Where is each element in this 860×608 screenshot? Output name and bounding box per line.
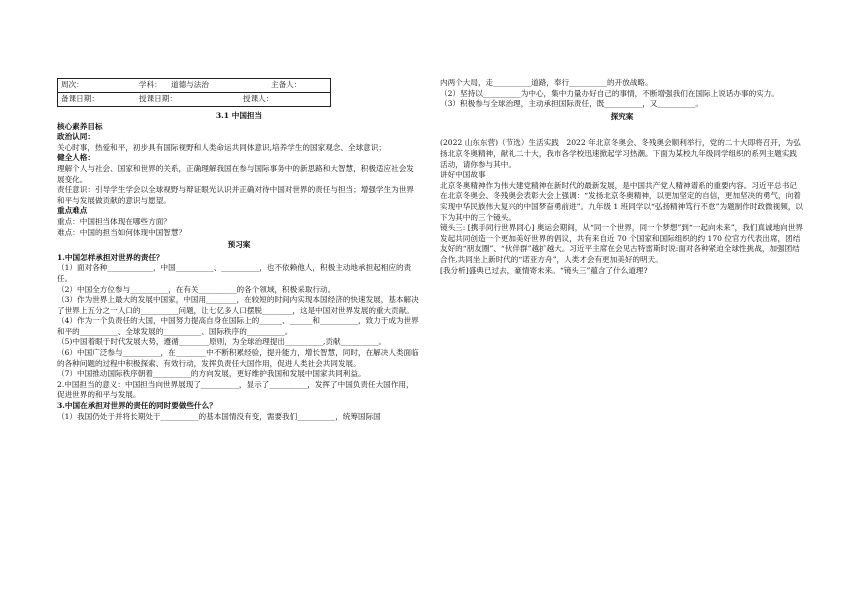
subject-value: 道德与法治: [171, 80, 209, 90]
teach-date-label: 授课日期：: [139, 94, 177, 104]
paragraph: （1）我国仍处于并将长期处于__________的基本国情没有变，需要我们__________，统筹国际国: [57, 411, 381, 421]
paragraph: 重点难点: [57, 206, 88, 216]
paragraph: 预习案: [227, 240, 251, 250]
header-row-2: [58, 92, 330, 106]
paragraph: （4）作为一个负责任的大国，中国努力提高自身在国际上的______、______和__________，致力于成为世界和平的__________、全球发展的__________、国际秩序的__________。: [57, 316, 419, 336]
paragraph: （2）坚持以__________为中心，集中力量办好自己的事情，不断增强我们在国际上说话办事的实力。: [440, 88, 779, 98]
paragraph: 探究案: [610, 111, 634, 121]
left-body: [57, 122, 421, 423]
paragraph: 健全人格：: [57, 153, 95, 163]
paragraph: （3）作为世界上最大的发展中国家，中国用________，在较短的时间内实现本国经济的快速发展，基本解决了世界上五分之一人口的__________问题，让七亿多人口摆脱________，这是中国对世界发展的重大贡献。: [57, 295, 419, 315]
paragraph: 1.中国怎样承担对世界的责任？: [57, 252, 164, 262]
paragraph: 讲好中国故事: [440, 170, 486, 180]
paragraph: 北京冬奥精神作为伟大建党精神在新时代的最新发展，是中国共产党人精神谱系的重要内容。习近平总书记在北京冬奥会、冬残奥会表彰大会上强调：“发扬北京冬奥精神，以更加坚定的自信，更加坚决的勇气，向着实现中华民族伟大复兴的中国梦奋勇前进”。九年级 1 班同学以“弘扬精神笃行不怠”为题制作时政微视频，以下为其中的三个镜头。: [440, 180, 804, 222]
lesson-title: 3.1 中国担当: [215, 111, 263, 120]
paragraph: 关心时事，热爱和平，初步具有国际视野和人类命运共同体意识,培养学生的国家观念、全球意识；: [57, 142, 386, 152]
paragraph: （7）中国推动国际秩序朝着__________的方向发展，更好维护我国和发展中国家共同利益。: [57, 369, 366, 379]
header-table: [57, 78, 331, 107]
prep-date-label: 备课日期：: [61, 94, 99, 104]
paragraph: 核心素养目标: [57, 121, 103, 131]
paragraph: 镜头三: [携手同行世界同心] 奥运会期间，从“同一个世界，同一个梦想”到“一起向未来”，我们真诚地向世界发起共同创造一个更加美好世界的倡议，共有来自近 70 个国家和国际组织的约 170 位官方代表出席，团结友好的“朋友圈”、“伙伴群”越扩越大。习近平主席在会见古特雷斯时说:面对各种紧迫全球性挑战，加强团结合作,共同坐上新时代的“诺亚方舟”，人类才会有更加美好的明天。: [440, 223, 803, 264]
paragraph: 难点：中国的担当如何体现中国智慧？: [57, 227, 187, 237]
paragraph: （5)中国着眼于时代发展大势，遵循________原则，为全球治理提出__________,贡献__________。: [57, 337, 387, 347]
teacher-label: 授课人：: [243, 94, 274, 104]
paragraph: （1）面对各种____________，中国__________、__________，也不依赖他人，积极主动地承担起相应的责任。: [57, 263, 412, 283]
right-body: [440, 78, 804, 276]
subject-label: 学科：: [139, 80, 162, 90]
right-column: [440, 78, 804, 276]
preparer-label: 主备人：: [271, 80, 302, 90]
paragraph: 2.中国担当的意义：中国担当向世界展现了__________，显示了__________，发挥了中国负责任大国作用，促进世界的和平与发展。: [57, 379, 414, 400]
week-label: 周次：: [61, 80, 84, 90]
paragraph: 责任意识：引导学生学会以全球视野与辩证眼光认识并正确对待中国对世界的责任与担当；增强学生为世界和平与发展做贡献的意识与愿望。: [57, 185, 414, 205]
paragraph: （3）积极参与全球治理，主动承担国际责任，既__________，又__________。: [440, 99, 704, 109]
paragraph: [440, 124, 804, 138]
paragraph: 重点：中国担当体现在哪些方面？: [57, 216, 171, 226]
header-row-1: [58, 79, 330, 92]
paragraph: (2022 山东东营)（节选）生活实践 2022 年北京冬奥会、冬残奥会顺利举行，党的二十大即将召开，为弘扬北京冬奥精神，献礼二十大，我市各学校迅速掀起学习热潮。下面为某校九年级同学组织的系列主题实践活动，请你参与其中。: [440, 138, 801, 169]
left-column: [57, 78, 421, 422]
paragraph: 政治认同：: [57, 132, 95, 142]
paragraph: （6）中国广泛参与__________，在________中不断积累经验，提升能力，增长智慧，同时，在解决人类面临的各种问题的过程中积极探索、有效行动，发挥负责任大国作用，促进人类社会共同发展。: [57, 348, 419, 368]
paragraph: [我分析]盛典已过去，豪情寄未来。“镜头三”蕴含了什么道理?: [440, 265, 648, 275]
paragraph: 理解个人与社会、国家和世界的关系，正确理解我国在参与国际事务中的新思路和大智慧，积极适应社会发展变化。: [57, 163, 414, 184]
paragraph: 3.中国在承担对世界的责任的同时要做些什么？: [57, 401, 217, 411]
paragraph: 内两个大局，走__________道路，奉行__________的开放战略。: [440, 78, 653, 87]
paragraph: （2）中国全方位参与__________，在有关__________的各个领域，积极采取行动。: [57, 284, 336, 294]
